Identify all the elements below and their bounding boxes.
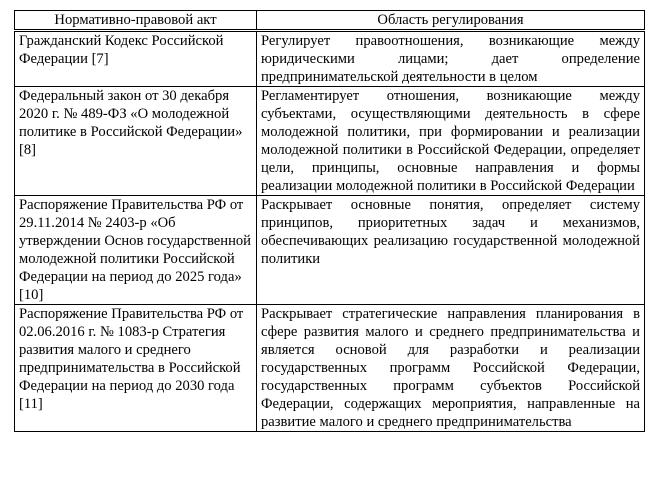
area-cell: Раскрывает основные понятия, определяет систему принципов, приоритетных задач и механизмов, обеспечивающих реализацию государственной молодежной политики — [257, 196, 645, 305]
act-cell: Распоряжение Правительства РФ от 29.11.2014 № 2403-р «Об утверждении Основ государственной молодежной политики Российской Федерации на период до 2025 года» [10] — [15, 196, 257, 305]
table-header-row — [15, 11, 645, 31]
area-cell: Регламентирует отношения, возникающие между субъектами, осуществляющими деятельность в сфере молодежной политики, при формировании и реализации молодежной политики в Российской Федерации, определяет цели, принципы, основные направления и формы реализации молодежной политики в Российской Федерации — [257, 87, 645, 196]
header-area: Область регулирования — [257, 11, 645, 31]
act-cell: Гражданский Кодекс Российской Федерации [7] — [15, 31, 257, 87]
regulation-table — [14, 10, 645, 432]
table-row — [15, 31, 645, 87]
table-row — [15, 196, 645, 305]
table-row — [15, 87, 645, 196]
area-cell: Регулирует правоотношения, возникающие между юридическими лицами; дает определение предпринимательской деятельности в целом — [257, 31, 645, 87]
act-cell: Федеральный закон от 30 декабря 2020 г. № 489-ФЗ «О молодежной политике в Российской Федерации» [8] — [15, 87, 257, 196]
header-act: Нормативно-правовой акт — [15, 11, 257, 31]
act-cell: Распоряжение Правительства РФ от 02.06.2016 г. № 1083-р Стратегия развития малого и среднего предпринимательства в Российской Федерации на период до 2030 года [11] — [15, 305, 257, 432]
area-cell: Раскрывает стратегические направления планирования в сфере развития малого и среднего предпринимательства и является основой для разработки и реализации государственных программ Российской Федерации, государственных программ субъектов Российской Федерации, содержащих мероприятия, направленные на развитие малого и среднего предпринимательства — [257, 305, 645, 432]
table-row — [15, 305, 645, 432]
